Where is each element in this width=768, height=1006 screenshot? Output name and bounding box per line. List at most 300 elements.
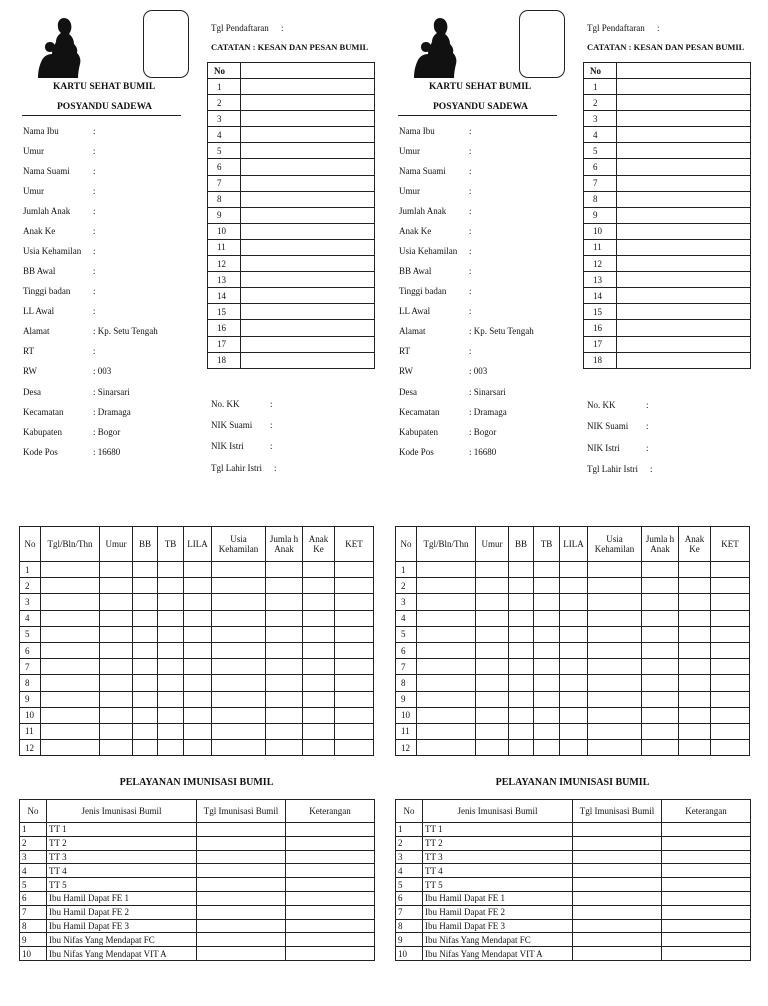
immunization-type: Ibu Nifas Yang Mendapat VIT A bbox=[47, 947, 197, 961]
table-row bbox=[20, 594, 374, 610]
visit-cell bbox=[476, 659, 509, 675]
visit-cell bbox=[642, 707, 679, 723]
row-number: 4 bbox=[396, 864, 423, 878]
row-number: 9 bbox=[20, 691, 41, 707]
visit-cell bbox=[212, 740, 266, 756]
row-number: 4 bbox=[396, 610, 417, 626]
table-row bbox=[208, 111, 375, 127]
visit-cell bbox=[266, 675, 303, 691]
visit-cell bbox=[266, 578, 303, 594]
visit-cell bbox=[417, 626, 476, 642]
visit-cell bbox=[158, 659, 184, 675]
table-row bbox=[584, 159, 751, 175]
visit-cell bbox=[133, 707, 158, 723]
row-number: 4 bbox=[584, 127, 617, 143]
visit-cell bbox=[560, 610, 588, 626]
field-label: Umur bbox=[23, 146, 44, 156]
visit-cell bbox=[560, 642, 588, 658]
visit-cell bbox=[679, 723, 711, 739]
visit-cell bbox=[560, 707, 588, 723]
row-number: 9 bbox=[208, 207, 241, 223]
column-header: Umur bbox=[100, 527, 133, 562]
table-header-row bbox=[20, 800, 375, 823]
visit-cell bbox=[41, 594, 100, 610]
row-number: 1 bbox=[584, 79, 617, 95]
immunization-date-cell bbox=[573, 933, 662, 947]
visit-cell bbox=[476, 642, 509, 658]
field-value: : bbox=[93, 146, 96, 156]
row-number: 1 bbox=[396, 823, 423, 837]
visit-cell bbox=[642, 610, 679, 626]
visit-cell bbox=[642, 578, 679, 594]
column-header: TB bbox=[158, 527, 184, 562]
table-row bbox=[396, 562, 750, 578]
registration-date-colon: : bbox=[281, 23, 284, 33]
table-row bbox=[20, 707, 374, 723]
table-row bbox=[584, 95, 751, 111]
table-row bbox=[208, 223, 375, 239]
table-row bbox=[584, 256, 751, 272]
immunization-type: TT 2 bbox=[423, 836, 573, 850]
visit-cell bbox=[335, 740, 374, 756]
row-number: 7 bbox=[208, 175, 241, 191]
field-label: Desa bbox=[23, 387, 41, 397]
row-number: 9 bbox=[20, 933, 47, 947]
immunization-date-cell bbox=[197, 878, 286, 892]
row-number: 3 bbox=[396, 594, 417, 610]
field-label: Alamat bbox=[23, 326, 50, 336]
visit-cell bbox=[417, 578, 476, 594]
table-row bbox=[396, 823, 751, 837]
visit-cell bbox=[509, 578, 534, 594]
table-row bbox=[396, 675, 750, 691]
immunization-type: TT 2 bbox=[47, 836, 197, 850]
table-row bbox=[584, 207, 751, 223]
row-number: 8 bbox=[584, 191, 617, 207]
row-number: 5 bbox=[20, 626, 41, 642]
table-row bbox=[20, 878, 375, 892]
visit-cell bbox=[266, 707, 303, 723]
notes-cell bbox=[617, 336, 751, 352]
visit-cell bbox=[133, 675, 158, 691]
field-label: Jumlah Anak bbox=[399, 206, 447, 216]
visit-cell bbox=[184, 707, 212, 723]
visit-cell bbox=[534, 562, 560, 578]
visit-cell bbox=[133, 691, 158, 707]
row-number: 12 bbox=[396, 740, 417, 756]
visit-cell bbox=[303, 610, 335, 626]
remarks-cell bbox=[662, 905, 751, 919]
table-row bbox=[396, 740, 750, 756]
immunization-type: Ibu Nifas Yang Mendapat FC bbox=[423, 933, 573, 947]
visit-cell bbox=[711, 594, 750, 610]
visit-cell bbox=[560, 675, 588, 691]
id-label: Tgl Lahir Istri bbox=[211, 463, 262, 473]
notes-heading: CATATAN : KESAN DAN PESAN BUMIL bbox=[587, 42, 745, 52]
field-value: : Kp. Setu Tengah bbox=[93, 326, 158, 336]
visit-cell bbox=[335, 675, 374, 691]
notes-cell bbox=[617, 239, 751, 255]
visit-cell bbox=[212, 610, 266, 626]
notes-cell bbox=[617, 288, 751, 304]
remarks-cell bbox=[286, 891, 375, 905]
column-header: BB bbox=[509, 527, 534, 562]
visit-cell bbox=[158, 562, 184, 578]
field-label: Kode Pos bbox=[399, 447, 434, 457]
visit-cell bbox=[335, 707, 374, 723]
visit-cell bbox=[212, 578, 266, 594]
remarks-cell bbox=[662, 933, 751, 947]
immunization-date-cell bbox=[573, 878, 662, 892]
title-underline bbox=[398, 115, 557, 116]
table-row bbox=[208, 191, 375, 207]
immunization-type: Ibu Hamil Dapat FE 1 bbox=[423, 891, 573, 905]
column-header: No bbox=[20, 527, 41, 562]
visit-cell bbox=[476, 675, 509, 691]
table-row bbox=[208, 207, 375, 223]
row-number: 10 bbox=[396, 707, 417, 723]
visit-cell bbox=[711, 723, 750, 739]
notes-cell bbox=[617, 95, 751, 111]
visit-cell bbox=[100, 626, 133, 642]
visit-cell bbox=[100, 740, 133, 756]
table-row bbox=[208, 239, 375, 255]
row-number: 11 bbox=[584, 239, 617, 255]
visit-cell bbox=[335, 562, 374, 578]
visit-cell bbox=[711, 642, 750, 658]
visit-cell bbox=[303, 675, 335, 691]
visit-cell bbox=[335, 691, 374, 707]
table-row bbox=[208, 352, 375, 368]
field-value: : bbox=[469, 346, 472, 356]
field-value: : bbox=[469, 306, 472, 316]
row-number: 3 bbox=[208, 111, 241, 127]
table-row bbox=[208, 143, 375, 159]
table-row bbox=[396, 723, 750, 739]
row-number: 15 bbox=[208, 304, 241, 320]
table-row bbox=[396, 659, 750, 675]
visit-cell bbox=[560, 691, 588, 707]
column-header: TB bbox=[534, 527, 560, 562]
visit-cell bbox=[184, 626, 212, 642]
id-colon: : bbox=[646, 400, 649, 410]
visit-cell bbox=[41, 562, 100, 578]
row-number: 3 bbox=[20, 850, 47, 864]
visit-cell bbox=[417, 562, 476, 578]
table-row bbox=[208, 320, 375, 336]
remarks-cell bbox=[286, 933, 375, 947]
field-value: : bbox=[93, 186, 96, 196]
notes-cell bbox=[241, 288, 375, 304]
notes-cell bbox=[617, 143, 751, 159]
field-value: : bbox=[93, 166, 96, 176]
immunization-type: Ibu Hamil Dapat FE 2 bbox=[47, 905, 197, 919]
immunization-date-cell bbox=[573, 836, 662, 850]
row-number: 7 bbox=[20, 905, 47, 919]
visit-cell bbox=[184, 594, 212, 610]
notes-cell bbox=[241, 352, 375, 368]
table-row bbox=[20, 691, 374, 707]
field-label: Umur bbox=[399, 186, 420, 196]
remarks-cell bbox=[286, 836, 375, 850]
field-value: : bbox=[93, 346, 96, 356]
row-number: 2 bbox=[396, 578, 417, 594]
visit-cell bbox=[212, 691, 266, 707]
notes-cell bbox=[241, 223, 375, 239]
table-row bbox=[208, 79, 375, 95]
field-label: Tinggi badan bbox=[399, 286, 447, 296]
visit-cell bbox=[266, 691, 303, 707]
immunization-title: PELAYANAN IMUNISASI BUMIL bbox=[119, 777, 274, 788]
immunization-type: Ibu Hamil Dapat FE 3 bbox=[47, 919, 197, 933]
table-row bbox=[396, 707, 750, 723]
immunization-type: TT 4 bbox=[423, 864, 573, 878]
visit-cell bbox=[303, 594, 335, 610]
table-row bbox=[20, 610, 374, 626]
immunization-date-cell bbox=[197, 864, 286, 878]
field-label: BB Awal bbox=[23, 266, 56, 276]
visit-cell bbox=[534, 626, 560, 642]
field-label: LL Awal bbox=[399, 306, 431, 316]
field-label: Anak Ke bbox=[399, 226, 432, 236]
field-value: : Bogor bbox=[93, 427, 121, 437]
visit-cell bbox=[41, 610, 100, 626]
immunization-table bbox=[395, 799, 751, 961]
visit-cell bbox=[560, 594, 588, 610]
row-number: 8 bbox=[396, 675, 417, 691]
field-label: Nama Suami bbox=[23, 166, 70, 176]
field-label: Umur bbox=[23, 186, 44, 196]
visit-cell bbox=[303, 659, 335, 675]
remarks-cell bbox=[286, 919, 375, 933]
notes-table bbox=[583, 62, 751, 369]
visit-cell bbox=[100, 594, 133, 610]
table-row bbox=[396, 878, 751, 892]
visit-cell bbox=[679, 562, 711, 578]
row-number: 16 bbox=[208, 320, 241, 336]
field-value: : Kp. Setu Tengah bbox=[469, 326, 534, 336]
row-number: 14 bbox=[208, 288, 241, 304]
immunization-date-cell bbox=[573, 850, 662, 864]
table-row bbox=[396, 850, 751, 864]
notes-table bbox=[207, 62, 375, 369]
visit-cell bbox=[679, 659, 711, 675]
remarks-cell bbox=[286, 864, 375, 878]
immunization-type: Ibu Hamil Dapat FE 1 bbox=[47, 891, 197, 905]
notes-cell bbox=[617, 159, 751, 175]
visit-cell bbox=[417, 740, 476, 756]
row-number: 8 bbox=[20, 675, 41, 691]
posyandu-name: POSYANDU SADEWA bbox=[433, 102, 528, 112]
field-label: Kecamatan bbox=[399, 407, 440, 417]
immunization-type: TT 3 bbox=[423, 850, 573, 864]
visit-cell bbox=[184, 578, 212, 594]
visit-cell bbox=[100, 562, 133, 578]
remarks-cell bbox=[286, 823, 375, 837]
visit-cell bbox=[417, 659, 476, 675]
row-number: 2 bbox=[20, 578, 41, 594]
row-number: 6 bbox=[584, 159, 617, 175]
remarks-cell bbox=[662, 919, 751, 933]
row-number: 7 bbox=[584, 175, 617, 191]
table-row bbox=[396, 891, 751, 905]
field-label: Umur bbox=[399, 146, 420, 156]
visit-cell bbox=[266, 594, 303, 610]
visit-cell bbox=[100, 707, 133, 723]
field-value: : bbox=[93, 226, 96, 236]
visit-cell bbox=[212, 707, 266, 723]
column-header: Jenis Imunisasi Bumil bbox=[423, 800, 573, 823]
id-label: NIK Suami bbox=[587, 421, 629, 431]
visit-cell bbox=[303, 723, 335, 739]
visit-cell bbox=[133, 659, 158, 675]
visit-cell bbox=[476, 707, 509, 723]
visit-cell bbox=[133, 562, 158, 578]
field-value: : bbox=[469, 126, 472, 136]
visit-cell bbox=[509, 594, 534, 610]
immunization-date-cell bbox=[197, 905, 286, 919]
visit-cell bbox=[534, 610, 560, 626]
title-underline bbox=[22, 115, 181, 116]
notes-cell bbox=[241, 320, 375, 336]
visit-cell bbox=[158, 610, 184, 626]
row-number: 4 bbox=[20, 610, 41, 626]
visit-cell bbox=[679, 740, 711, 756]
table-row bbox=[208, 304, 375, 320]
table-row bbox=[20, 740, 374, 756]
row-number: 1 bbox=[20, 562, 41, 578]
table-row bbox=[20, 933, 375, 947]
row-number: 7 bbox=[396, 659, 417, 675]
visit-cell bbox=[158, 740, 184, 756]
visit-cell bbox=[158, 594, 184, 610]
visit-cell bbox=[212, 723, 266, 739]
visit-cell bbox=[711, 675, 750, 691]
row-number: 13 bbox=[584, 272, 617, 288]
visit-cell bbox=[417, 675, 476, 691]
immunization-date-cell bbox=[197, 891, 286, 905]
notes-cell bbox=[617, 223, 751, 239]
visit-cell bbox=[417, 642, 476, 658]
visit-cell bbox=[588, 659, 642, 675]
id-label: NIK Istri bbox=[587, 443, 620, 453]
table-row bbox=[208, 175, 375, 191]
field-label: LL Awal bbox=[23, 306, 55, 316]
field-label: Desa bbox=[399, 387, 417, 397]
row-number: 3 bbox=[20, 594, 41, 610]
visit-cell bbox=[679, 691, 711, 707]
field-value: : bbox=[93, 286, 96, 296]
visit-cell bbox=[476, 740, 509, 756]
notes-cell bbox=[241, 159, 375, 175]
row-number: 2 bbox=[396, 836, 423, 850]
field-value: : bbox=[469, 146, 472, 156]
row-number: 17 bbox=[208, 336, 241, 352]
row-number: 13 bbox=[208, 272, 241, 288]
visit-cell bbox=[41, 691, 100, 707]
visit-cell bbox=[509, 562, 534, 578]
table-row bbox=[20, 642, 374, 658]
visit-cell bbox=[588, 626, 642, 642]
field-label: Nama Suami bbox=[399, 166, 446, 176]
visit-cell bbox=[711, 659, 750, 675]
row-number: 2 bbox=[584, 95, 617, 111]
field-value: : bbox=[469, 186, 472, 196]
column-header: KET bbox=[711, 527, 750, 562]
row-number: 9 bbox=[396, 933, 423, 947]
table-row bbox=[584, 191, 751, 207]
row-number: 15 bbox=[584, 304, 617, 320]
visit-cell bbox=[184, 675, 212, 691]
id-label: No. KK bbox=[587, 400, 616, 410]
visit-cell bbox=[679, 675, 711, 691]
visit-cell bbox=[133, 578, 158, 594]
field-value: : bbox=[93, 206, 96, 216]
visit-cell bbox=[476, 610, 509, 626]
immunization-type: Ibu Nifas Yang Mendapat FC bbox=[47, 933, 197, 947]
table-row bbox=[208, 159, 375, 175]
notes-cell bbox=[241, 191, 375, 207]
id-colon: : bbox=[270, 399, 273, 409]
visit-cell bbox=[184, 723, 212, 739]
row-number: 9 bbox=[584, 207, 617, 223]
id-label: Tgl Lahir Istri bbox=[587, 464, 638, 474]
row-number: 3 bbox=[584, 111, 617, 127]
row-number: 5 bbox=[396, 878, 423, 892]
visit-cell bbox=[679, 626, 711, 642]
table-row bbox=[20, 947, 375, 961]
field-value: : bbox=[93, 246, 96, 256]
visit-cell bbox=[588, 578, 642, 594]
table-header-row bbox=[396, 527, 750, 562]
table-row bbox=[396, 864, 751, 878]
notes-cell bbox=[617, 320, 751, 336]
field-value: : bbox=[469, 286, 472, 296]
remarks-cell bbox=[662, 891, 751, 905]
row-number: 11 bbox=[20, 723, 41, 739]
visit-cell bbox=[711, 610, 750, 626]
visit-cell bbox=[303, 562, 335, 578]
immunization-date-cell bbox=[573, 947, 662, 961]
visit-cell bbox=[184, 691, 212, 707]
field-label: Anak Ke bbox=[23, 226, 56, 236]
immunization-date-cell bbox=[573, 919, 662, 933]
remarks-cell bbox=[662, 878, 751, 892]
row-number: 8 bbox=[208, 191, 241, 207]
visit-cell bbox=[642, 594, 679, 610]
column-header: Tgl/Bln/Thn bbox=[417, 527, 476, 562]
visit-cell bbox=[41, 578, 100, 594]
visit-table bbox=[19, 526, 374, 756]
visit-cell bbox=[158, 626, 184, 642]
column-header: LILA bbox=[184, 527, 212, 562]
registration-date-label: Tgl Pendaftaran bbox=[587, 23, 645, 33]
visit-cell bbox=[476, 723, 509, 739]
notes-cell bbox=[241, 127, 375, 143]
row-number: 7 bbox=[20, 659, 41, 675]
visit-cell bbox=[41, 626, 100, 642]
table-row bbox=[584, 352, 751, 368]
visit-cell bbox=[534, 691, 560, 707]
table-row bbox=[584, 336, 751, 352]
row-number: 10 bbox=[396, 947, 423, 961]
remarks-cell bbox=[662, 850, 751, 864]
row-number: 8 bbox=[20, 919, 47, 933]
visit-cell bbox=[184, 740, 212, 756]
visit-cell bbox=[588, 740, 642, 756]
visit-cell bbox=[417, 723, 476, 739]
row-number: 10 bbox=[584, 223, 617, 239]
